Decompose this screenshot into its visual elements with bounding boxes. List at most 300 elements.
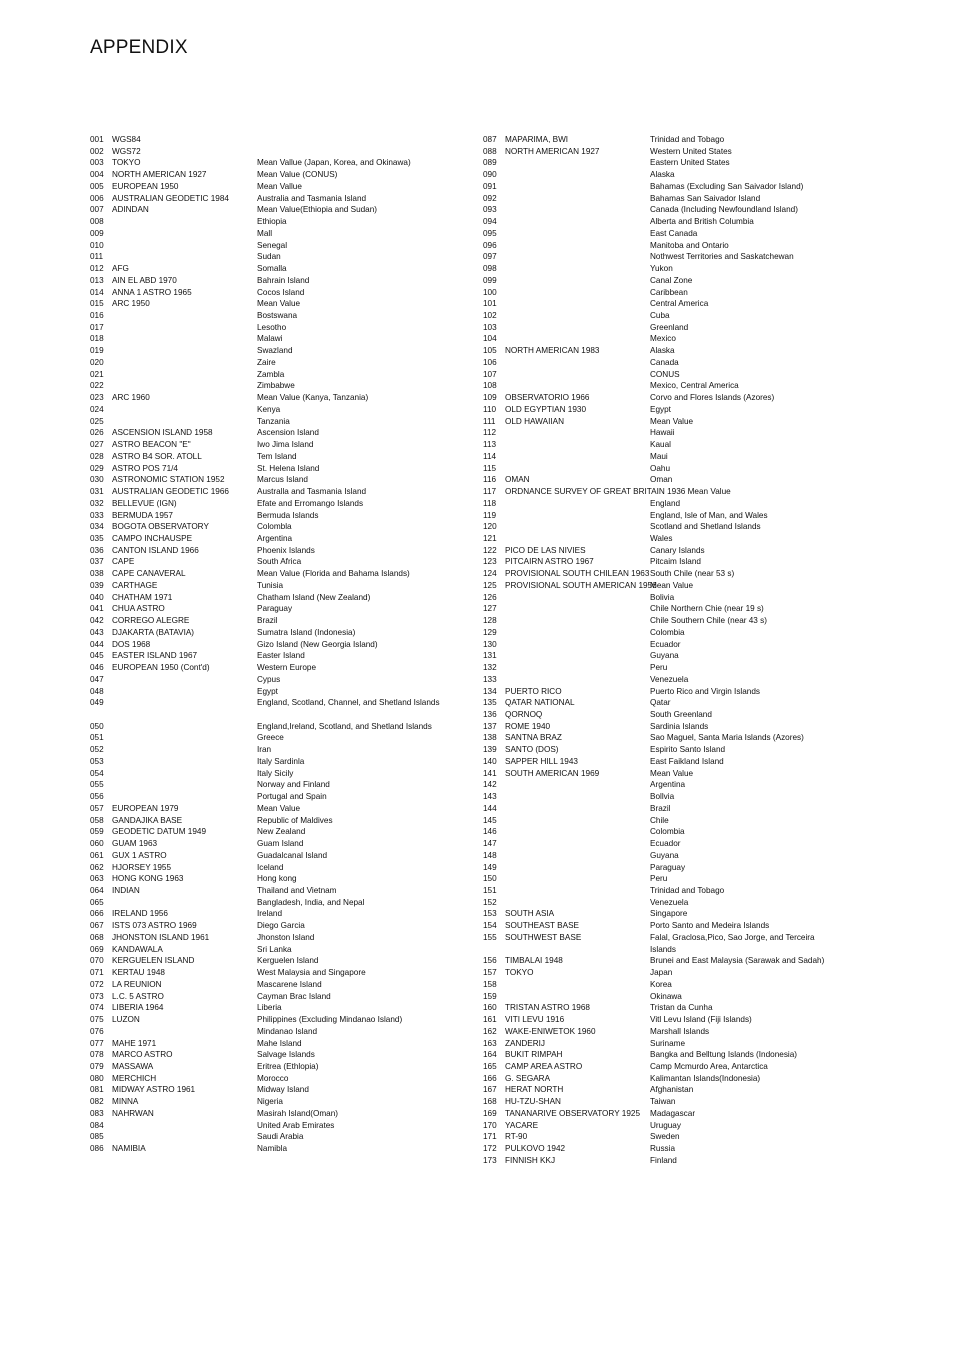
datum-row [483, 404, 923, 416]
datum-region: Mean Value [257, 803, 301, 813]
datum-number: 074 [90, 1003, 104, 1013]
datum-region: Kerguelen Island [257, 956, 319, 966]
datum-number: 110 [483, 404, 497, 414]
datum-row [483, 580, 923, 592]
datum-region: Malawi [257, 334, 283, 344]
datum-number: 117 [483, 487, 497, 497]
datum-region: Australia and Tasmania Island [257, 193, 367, 203]
datum-region: Oahu [650, 463, 671, 473]
datum-number: 034 [90, 522, 104, 532]
datum-row [90, 826, 470, 838]
datum-row [483, 146, 923, 158]
datum-region: Taiwan [650, 1097, 676, 1107]
datum-row [90, 486, 470, 498]
datum-name: TOKYO [505, 968, 534, 978]
datum-row [90, 416, 470, 428]
datum-region: St. Helena Island [257, 463, 320, 473]
datum-region: Easter Island [257, 651, 305, 661]
datum-name: ORDNANCE SURVEY OF GREAT BRITAIN 1936 Mean Value [505, 487, 731, 497]
datum-row [483, 1073, 923, 1085]
datum-region: Eastern United States [650, 158, 730, 168]
datum-region: Marshall Islands [650, 1026, 710, 1036]
datum-region: Egypt [257, 686, 278, 696]
datum-row [483, 791, 923, 803]
datum-row [483, 556, 923, 568]
datum-name: PULKOVO 1942 [505, 1144, 566, 1154]
datum-row [483, 240, 923, 252]
datum-number: 027 [90, 440, 104, 450]
datum-name: YACARE [505, 1120, 539, 1130]
datum-region: Camp Mcmurdo Area, Antarctica [650, 1062, 768, 1072]
datum-number: 014 [90, 287, 104, 297]
datum-region: Bahamas San Saivador Island [650, 193, 761, 203]
datum-region: Somalla [257, 264, 287, 274]
datum-name: GEODETIC DATUM 1949 [112, 827, 207, 837]
datum-row [483, 1084, 923, 1096]
datum-number: 121 [483, 533, 497, 543]
datum-row [90, 732, 470, 744]
datum-row [90, 885, 470, 897]
datum-number: 131 [483, 651, 497, 661]
datum-name: SANTO (DOS) [505, 745, 559, 755]
datum-number: 100 [483, 287, 497, 297]
datum-row [90, 1096, 470, 1108]
datum-number: 136 [483, 709, 497, 719]
datum-row [483, 908, 923, 920]
datum-region: Bostswana [257, 311, 298, 321]
datum-name: ROME 1940 [505, 721, 551, 731]
datum-region: Greenland [650, 322, 689, 332]
datum-row [483, 1002, 923, 1014]
datum-row [483, 1143, 923, 1155]
datum-row [483, 803, 923, 815]
datum-region: Tunisia [257, 580, 284, 590]
datum-list-right [483, 134, 923, 1167]
datum-region: Masirah Island(Oman) [257, 1108, 338, 1118]
datum-row [90, 1120, 470, 1132]
datum-number: 036 [90, 545, 104, 555]
datum-number: 119 [483, 510, 497, 520]
datum-number: 167 [483, 1085, 497, 1095]
datum-name: DOS 1968 [112, 639, 151, 649]
datum-region: Maui [650, 451, 668, 461]
datum-row [90, 1061, 470, 1073]
datum-region: Russia [650, 1144, 676, 1154]
datum-number: 173 [483, 1155, 497, 1165]
datum-name: GUX 1 ASTRO [112, 850, 167, 860]
datum-number: 096 [483, 240, 497, 250]
datum-number: 154 [483, 921, 497, 931]
datum-name: HJORSEY 1955 [112, 862, 172, 872]
datum-row [90, 850, 470, 862]
datum-name: ANNA 1 ASTRO 1965 [112, 287, 192, 297]
datum-name: TOKYO [112, 158, 141, 168]
datum-name: MARCO ASTRO [112, 1050, 173, 1060]
datum-number: 149 [483, 862, 497, 872]
datum-number: 047 [90, 674, 104, 684]
datum-region: Brazil [650, 803, 671, 813]
datum-number: 097 [483, 252, 497, 262]
datum-number: 048 [90, 686, 104, 696]
datum-name: SAPPER HILL 1943 [505, 756, 578, 766]
datum-row [90, 357, 470, 369]
datum-number: 118 [483, 498, 497, 508]
datum-number: 011 [90, 252, 104, 262]
datum-row [90, 721, 470, 733]
datum-row [90, 204, 470, 216]
datum-name: BOGOTA OBSERVATORY [112, 522, 209, 532]
datum-row [483, 721, 923, 733]
datum-row [90, 815, 470, 827]
datum-number: 016 [90, 311, 104, 321]
datum-name: LIBERIA 1964 [112, 1003, 164, 1013]
datum-name: WAKE-ENIWETOK 1960 [505, 1026, 596, 1036]
datum-region: Sardinia Islands [650, 721, 709, 731]
datum-row [90, 1014, 470, 1026]
datum-number: 111 [483, 416, 496, 426]
datum-number: 161 [483, 1015, 497, 1025]
datum-region: Mean Vallue (Japan, Korea, and Okinawa) [257, 158, 411, 168]
datum-region: Mahe Island [257, 1038, 302, 1048]
datum-number: 102 [483, 311, 497, 321]
datum-row [483, 639, 923, 651]
datum-row [90, 932, 470, 944]
datum-number: 147 [483, 839, 497, 849]
datum-region: Canada [650, 357, 679, 367]
datum-row [90, 1073, 470, 1085]
datum-row [483, 263, 923, 275]
datum-region: Cocos Island [257, 287, 305, 297]
datum-name: NORTH AMERICAN 1927 [112, 170, 207, 180]
datum-region: Venezuela [650, 674, 689, 684]
datum-number: 076 [90, 1026, 104, 1036]
datum-region: Central America [650, 299, 709, 309]
datum-row [90, 498, 470, 510]
datum-list-left [90, 134, 470, 1155]
datum-row [483, 392, 923, 404]
datum-region: Canal Zone [650, 275, 693, 285]
datum-name: CAMP AREA ASTRO [505, 1062, 583, 1072]
datum-name: ASTRONOMIC STATION 1952 [112, 475, 225, 485]
datum-number: 024 [90, 404, 104, 414]
datum-name: NORTH AMERICAN 1927 [505, 146, 600, 156]
datum-number: 166 [483, 1073, 497, 1083]
datum-region: Western Europe [257, 663, 317, 673]
datum-number: 055 [90, 780, 104, 790]
datum-row [90, 580, 470, 592]
datum-name: ADINDAN [112, 205, 149, 215]
datum-number: 122 [483, 545, 497, 555]
datum-number: 141 [483, 768, 497, 778]
datum-number: 114 [483, 451, 497, 461]
datum-region: Lesotho [257, 322, 287, 332]
datum-name: TANANARIVE OBSERVATORY 1925 [505, 1108, 640, 1118]
datum-number: 090 [483, 170, 497, 180]
datum-region: Sao Maguel, Santa Maria Islands (Azores) [650, 733, 804, 743]
datum-region: Tanzania [257, 416, 290, 426]
datum-number: 143 [483, 792, 497, 802]
datum-number: 145 [483, 815, 497, 825]
datum-region: Singapore [650, 909, 688, 919]
datum-name: HONG KONG 1963 [112, 874, 184, 884]
datum-row [90, 404, 470, 416]
datum-region: South Chile (near 53 s) [650, 569, 735, 579]
datum-row [483, 674, 923, 686]
datum-region: Mean Value (Florida and Bahama Islands) [257, 569, 410, 579]
datum-number: 006 [90, 193, 104, 203]
datum-name: BERMUDA 1957 [112, 510, 173, 520]
datum-row [90, 791, 470, 803]
datum-region: Caribbean [650, 287, 688, 297]
datum-row [90, 744, 470, 756]
datum-region: England, Isle of Man, and Wales [650, 510, 768, 520]
datum-number: 028 [90, 451, 104, 461]
datum-row [90, 955, 470, 967]
datum-row [483, 1026, 923, 1038]
datum-name: FINNISH KKJ [505, 1155, 556, 1165]
datum-region: Diego Garcia [257, 921, 305, 931]
datum-row [90, 263, 470, 275]
datum-region: Mean Value (CONUS) [257, 170, 338, 180]
datum-name: SOUTH ASIA [505, 909, 555, 919]
datum-region: Ireland [257, 909, 283, 919]
datum-number: 002 [90, 146, 104, 156]
datum-name: CHATHAM 1971 [112, 592, 173, 602]
datum-row [90, 134, 470, 146]
datum-row [90, 310, 470, 322]
datum-region: Mean Value [650, 416, 694, 426]
datum-number: 171 [483, 1132, 497, 1142]
datum-number: 042 [90, 616, 104, 626]
datum-number: 057 [90, 803, 104, 813]
datum-name: ZANDERIJ [505, 1038, 546, 1048]
datum-row [90, 686, 470, 698]
datum-row [483, 369, 923, 381]
datum-number: 015 [90, 299, 104, 309]
datum-row [483, 1096, 923, 1108]
datum-region: Bahrain Island [257, 275, 310, 285]
datum-number: 088 [483, 146, 497, 156]
datum-region: Efate and Erromango Islands [257, 498, 364, 508]
datum-row [90, 650, 470, 662]
datum-number: 156 [483, 956, 497, 966]
datum-name: CAMPO INCHAUSPE [112, 533, 193, 543]
datum-region: Midway Island [257, 1085, 309, 1095]
datum-row [483, 568, 923, 580]
datum-name: SOUTHWEST BASE [505, 932, 582, 942]
datum-number: 170 [483, 1120, 497, 1130]
datum-row [90, 908, 470, 920]
datum-region: Ascension Island [257, 428, 319, 438]
datum-name: LUZON [112, 1015, 140, 1025]
datum-region: Guam Island [257, 839, 304, 849]
datum-region: Philippines (Excluding Mindanao Island) [257, 1015, 403, 1025]
datum-row [90, 287, 470, 299]
datum-row [90, 639, 470, 651]
datum-name: WGS72 [112, 146, 141, 156]
datum-region: Argentina [650, 780, 686, 790]
datum-number: 099 [483, 275, 497, 285]
datum-row [90, 862, 470, 874]
datum-row [90, 463, 470, 475]
datum-region: Thailand and Vietnam [257, 886, 337, 895]
datum-row [90, 1131, 470, 1143]
datum-region: Scotland and Shetland Islands [650, 522, 761, 532]
datum-name: MAPARIMA, BWI [505, 135, 569, 144]
datum-name: L.C. 5 ASTRO [112, 991, 164, 1001]
datum-number: 146 [483, 827, 497, 837]
datum-number: 043 [90, 627, 104, 637]
datum-number: 128 [483, 616, 497, 626]
datum-region: Republic of Maldives [257, 815, 333, 825]
datum-number: 080 [90, 1073, 104, 1083]
datum-name: DJAKARTA (BATAVIA) [112, 627, 195, 637]
datum-region: Canada (Including Newfoundland Island) [650, 205, 798, 215]
datum-number: 132 [483, 663, 497, 673]
datum-name: HU-TZU-SHAN [505, 1097, 561, 1107]
datum-number: 108 [483, 381, 497, 391]
datum-name: NORTH AMERICAN 1983 [505, 346, 600, 356]
datum-number: 005 [90, 181, 104, 191]
datum-region: Cypus [257, 674, 281, 684]
datum-region: Portugal and Spain [257, 792, 327, 802]
datum-name: EASTER ISLAND 1967 [112, 651, 198, 661]
datum-region: Chatham Island (New Zealand) [257, 592, 371, 602]
datum-name: TRISTAN ASTRO 1968 [505, 1003, 590, 1013]
datum-row [483, 463, 923, 475]
datum-number: 058 [90, 815, 104, 825]
datum-number: 115 [483, 463, 497, 473]
datum-number: 077 [90, 1038, 104, 1048]
datum-row [483, 439, 923, 451]
datum-region: Paraguay [257, 604, 293, 614]
datum-region: Okinawa [650, 991, 682, 1001]
datum-row [90, 275, 470, 287]
datum-name: CHUA ASTRO [112, 604, 165, 614]
datum-number: 010 [90, 240, 104, 250]
datum-row [90, 1038, 470, 1050]
datum-number: 127 [483, 604, 497, 614]
datum-number: 003 [90, 158, 104, 168]
datum-name: RT-90 [505, 1132, 528, 1142]
datum-number: 046 [90, 663, 104, 673]
datum-number: 086 [90, 1144, 104, 1154]
datum-region: South Africa [257, 557, 302, 567]
datum-row [483, 650, 923, 662]
datum-row [90, 568, 470, 580]
datum-number: 009 [90, 228, 104, 238]
datum-region: Korea [650, 979, 672, 989]
datum-number: 073 [90, 991, 104, 1001]
datum-region: Wales [650, 533, 673, 543]
datum-row [483, 451, 923, 463]
datum-row [90, 615, 470, 627]
datum-number: 126 [483, 592, 497, 602]
datum-row [90, 533, 470, 545]
datum-region: England,Ireland, Scotland, and Shetland Islands [257, 721, 432, 731]
datum-number: 165 [483, 1062, 497, 1072]
datum-number: 013 [90, 275, 104, 285]
datum-region: Vitl Levu Island (Fiji Islands) [650, 1015, 752, 1025]
datum-region: Pitcaim Island [650, 557, 701, 567]
datum-number: 020 [90, 357, 104, 367]
datum-row [483, 979, 923, 991]
datum-number: 138 [483, 733, 497, 743]
datum-name: KERTAU 1948 [112, 968, 165, 978]
datum-region: Bollvia [650, 792, 675, 802]
datum-number: 159 [483, 991, 497, 1001]
page-title: APPENDIX [90, 37, 188, 58]
datum-name: EUROPEAN 1950 [112, 181, 179, 191]
datum-number: 116 [483, 475, 497, 485]
datum-number: 078 [90, 1050, 104, 1060]
datum-region: Bermuda Islands [257, 510, 319, 520]
datum-number: 162 [483, 1026, 497, 1036]
datum-number: 083 [90, 1108, 104, 1118]
datum-row [483, 1038, 923, 1050]
datum-region: Bahamas (Excluding San Saivador Island) [650, 181, 804, 191]
datum-region: Mexico [650, 334, 676, 344]
datum-name: CORREGO ALEGRE [112, 616, 190, 626]
datum-region: Uruguay [650, 1120, 681, 1130]
datum-row [90, 322, 470, 334]
datum-row [483, 510, 923, 522]
datum-number: 030 [90, 475, 104, 485]
datum-number: 153 [483, 909, 497, 919]
datum-region: Peru [650, 874, 668, 884]
datum-name: OLD HAWAIIAN [505, 416, 564, 426]
datum-number: 022 [90, 381, 104, 391]
datum-number: 041 [90, 604, 104, 614]
datum-row [483, 862, 923, 874]
datum-region: Salvage Islands [257, 1050, 315, 1060]
datum-name: PUERTO RICO [505, 686, 562, 696]
datum-region: Manitoba and Ontario [650, 240, 729, 250]
datum-name: GUAM 1963 [112, 839, 158, 849]
datum-name: CAPE CANAVERAL [112, 569, 186, 579]
datum-row [483, 920, 923, 932]
datum-region: Zambla [257, 369, 285, 379]
datum-name: MINNA [112, 1097, 139, 1107]
datum-number: 050 [90, 721, 104, 731]
datum-name: INDIAN [112, 886, 140, 895]
datum-row [483, 1120, 923, 1132]
datum-number: 101 [483, 299, 497, 309]
datum-number: 031 [90, 487, 104, 497]
datum-number: 062 [90, 862, 104, 872]
datum-number: 113 [483, 440, 497, 450]
datum-number: 072 [90, 979, 104, 989]
datum-number: 053 [90, 756, 104, 766]
datum-name: NAHRWAN [112, 1108, 154, 1118]
datum-row [90, 838, 470, 850]
datum-row [90, 345, 470, 357]
datum-number: 071 [90, 968, 104, 978]
datum-number: 070 [90, 956, 104, 966]
datum-region: CONUS [650, 369, 680, 379]
datum-row [90, 1026, 470, 1038]
datum-number: 023 [90, 393, 104, 403]
datum-row [483, 756, 923, 768]
datum-number: 112 [483, 428, 497, 438]
datum-number: 135 [483, 698, 497, 708]
datum-region: Suriname [650, 1038, 686, 1048]
datum-row [90, 897, 470, 909]
datum-number: 093 [483, 205, 497, 215]
datum-name: OMAN [505, 475, 530, 485]
datum-number: 091 [483, 181, 497, 191]
datum-region: Argentina [257, 533, 293, 543]
